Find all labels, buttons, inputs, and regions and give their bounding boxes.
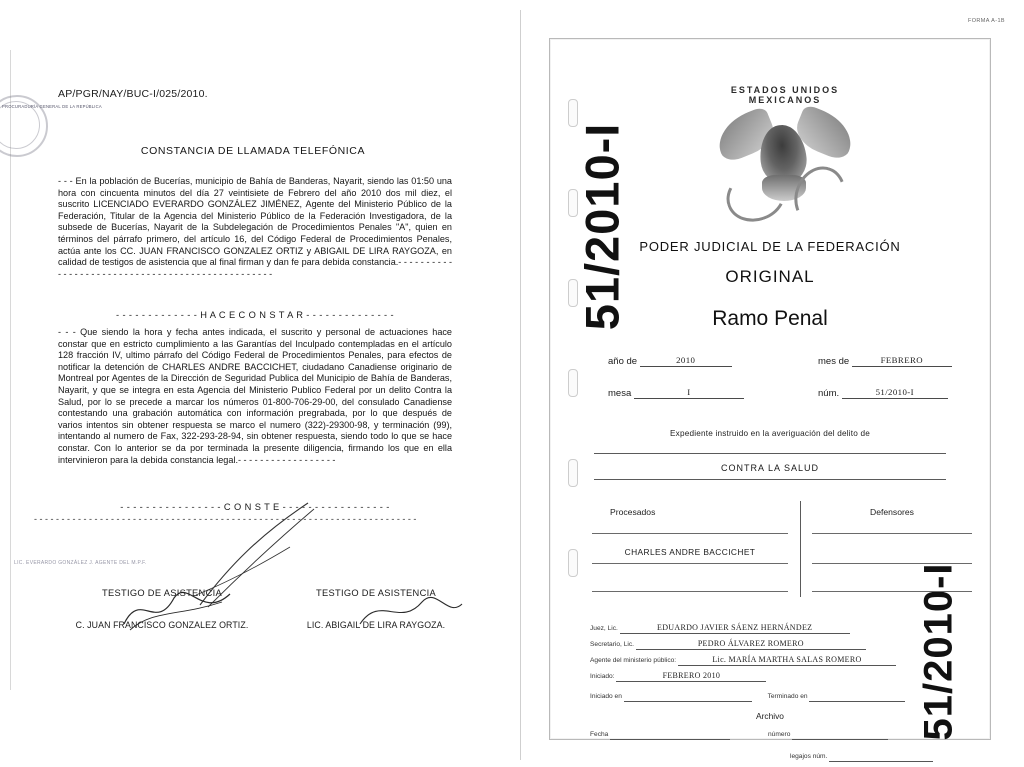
seal-bottom-text: LIC. EVERARDO GONZÁLEZ J. AGENTE DEL M.P.F. — [14, 560, 147, 566]
started-label: Iniciado: — [590, 673, 615, 680]
num-value[interactable]: 51/2010-I — [842, 387, 948, 399]
right-document-page — [520, 10, 1017, 760]
cover-sheet-frame — [549, 38, 991, 760]
delito-rule-top — [594, 453, 946, 454]
iniciado-en-label: Iniciado en — [590, 693, 622, 700]
numero-value[interactable] — [792, 729, 888, 740]
month-field-row — [818, 355, 952, 367]
month-value[interactable]: FEBRERO — [852, 355, 952, 367]
iniciado-en-row — [590, 691, 905, 702]
case-number: AP/PGR/NAY/BUC-I/025/2010. — [58, 88, 208, 100]
started-value[interactable]: FEBRERO 2010 — [616, 671, 766, 682]
hace-constar-heading: - - - - - - - - - - - - - H A C E C O N S T A R - - - - - - - - - - - - - - — [115, 310, 395, 320]
prosecutor-label: Agente del ministerio público: — [590, 657, 677, 664]
secretary-value[interactable]: PEDRO ÁLVAREZ ROMERO — [636, 639, 866, 650]
processed-name[interactable]: CHARLES ANDRE BACCICHET — [624, 547, 756, 557]
paragraph-two: - - - Que siendo la hora y fecha antes indicada, el suscrito y personal de actuaciones hace constar que en estricto cumplimiento a las Garantías del Inculpado contempladas en el artículo 128 fracción IV, ultimo párrafo del Código Federal de Procedimientos Penales, para efectos de notificar la detención de CHARLES ANDRE BACCICHET, ciudadano Canadiense originario de Montreal por Agentes de la Dirección de Seguridad Publica del Municipio de Bahía de Banderas, Nayarit, y que se integra en esta Agencia del Ministerio Publico Federal por un delito Contra la Salud, por lo se precede a marcar los números 01-800-706-29-00, del consulado Canadiense contestando una grabación automática con información pregrabada, por lo que después de varios intentos sin obtener respuesta se marco el numero (322)-29300-98, y terminación (99), intentando al numero de Fax, 322-293-28-94, sin obtener respuesta, siendo todo lo que se hace constar. Con lo anterior se da por terminada la presente diligencia, firmando los que en ella intervinieron para la debida constancia legal.- - - - - - - - - - - - - - - - - - — [58, 327, 452, 465]
paragraph-one: - - - En la población de Bucerías, municipio de Bahía de Banderas, Nayarit, siendo las 01:50 una hora con cincuenta minutos del día 27 veintisiete de Febrero del año 2010 dos mil diez, el suscrito LICENCIADO EVERARDO GONZÁLEZ JIMÉNEZ, Agente del Ministerio Público de la Federación, Titular de la Agencia del Ministerio Público de la Federación Investigadora, de la subsede de Bucerías, Nayarit de la Subdelegación de Procedimientos Penales "A", quien en términos del párrafo primero, del artículo 16, del Código Federal de Procedimientos Penales, actúa ante los CC. JUAN FRANCISCO GONZALEZ ORTIZ y ABIGAIL DE LIRA RAYGOZA, en calidad de testigos de asistencia que al final firman y dan fe para debida constancia.- - - - - - - - - - - - - - - - - - - - - - - - - - - - - - - - - - - - - - - - - - - - - - - - - — [58, 176, 452, 279]
document-title: CONSTANCIA DE LLAMADA TELEFÓNICA — [140, 145, 366, 157]
legajos-label: legajos núm. — [790, 753, 828, 760]
case-id-vertical-bottom: 51/2010-I — [916, 562, 961, 741]
witness-right-heading: TESTIGO DE ASISTENCIA — [316, 588, 436, 598]
witness-left-block — [62, 588, 262, 630]
fecha-value[interactable] — [610, 729, 730, 740]
mesa-label: mesa — [608, 388, 632, 399]
emblem-arc-text: ESTADOS UNIDOS MEXICANOS — [730, 85, 840, 105]
judge-value[interactable]: EDUARDO JAVIER SÁENZ HERNÁNDEZ — [620, 623, 850, 634]
witness-left-name: C. JUAN FRANCISCO GONZALEZ ORTIZ. — [75, 620, 249, 630]
processed-rule — [592, 533, 788, 534]
fecha-label: Fecha — [590, 731, 609, 738]
processed-header: Procesados — [610, 507, 656, 517]
num-field-row — [818, 387, 948, 399]
defender-rule — [812, 533, 972, 534]
judge-row — [590, 623, 850, 634]
institution-name: PODER JUDICIAL DE LA FEDERACIÓN — [639, 239, 901, 254]
numero-label: número — [768, 731, 791, 738]
official-seal-stamp — [8, 95, 50, 205]
copy-type: ORIGINAL — [725, 267, 815, 286]
witness-left-heading: TESTIGO DE ASISTENCIA — [102, 588, 222, 598]
branch-title: Ramo Penal — [712, 307, 828, 330]
defenders-header: Defensores — [870, 507, 914, 517]
fecha-row — [590, 729, 888, 740]
prosecutor-value[interactable]: Lic. MARÍA MARTHA SALAS ROMERO — [678, 655, 896, 666]
binder-punch-hole — [568, 549, 578, 577]
dotted-separator: - - - - - - - - - - - - - - - - - - - - - - - - - - - - - - - - - - - - - - - - - - - - - - - - - - - - - - - - - - - - - - - - - - - - - - — [34, 514, 417, 524]
year-label: año de — [608, 356, 638, 367]
binder-punch-hole — [568, 369, 578, 397]
month-label: mes de — [818, 356, 850, 367]
year-value[interactable]: 2010 — [640, 355, 732, 367]
seal-text: PROCURADURÍA GENERAL DE LA REPÚBLICA — [2, 104, 102, 109]
form-code: FORMA A-1B — [967, 18, 1005, 24]
left-document-page — [0, 40, 500, 720]
processed-rule — [592, 563, 788, 564]
judge-label: Juez, Lic. — [590, 625, 618, 632]
processed-rule — [592, 591, 788, 592]
witness-right-block — [276, 588, 476, 630]
defender-rule — [812, 591, 972, 592]
legajos-row — [790, 751, 933, 762]
case-id-vertical-top: 51/2010-I — [575, 122, 629, 331]
expediente-text: Expediente instruido en la averiguación del delito de — [670, 429, 870, 438]
column-divider — [800, 501, 801, 597]
legajos-value[interactable] — [829, 751, 933, 762]
secretary-row — [590, 639, 866, 650]
started-row — [590, 671, 766, 682]
delito-value[interactable]: CONTRA LA SALUD — [720, 463, 820, 473]
conste-heading: - - - - - - - - - - - - - - - - C O N S T E - - - - - - - - - - - - - - - - - — [120, 502, 390, 512]
prosecutor-row — [590, 655, 896, 666]
national-emblem-icon — [700, 79, 870, 229]
witness-right-name: LIC. ABIGAIL DE LIRA RAYGOZA. — [306, 620, 446, 630]
defender-rule — [812, 563, 972, 564]
archivo-label: Archivo — [756, 711, 784, 721]
terminado-en-value[interactable] — [809, 691, 905, 702]
terminado-en-label: Terminado en — [767, 693, 808, 700]
mesa-value[interactable]: I — [634, 387, 744, 399]
num-label: núm. — [818, 388, 840, 399]
delito-rule-bottom — [594, 479, 946, 480]
year-field-row — [608, 355, 732, 367]
mesa-field-row — [608, 387, 744, 399]
secretary-label: Secretario, Lic. — [590, 641, 634, 648]
iniciado-en-value[interactable] — [624, 691, 752, 702]
